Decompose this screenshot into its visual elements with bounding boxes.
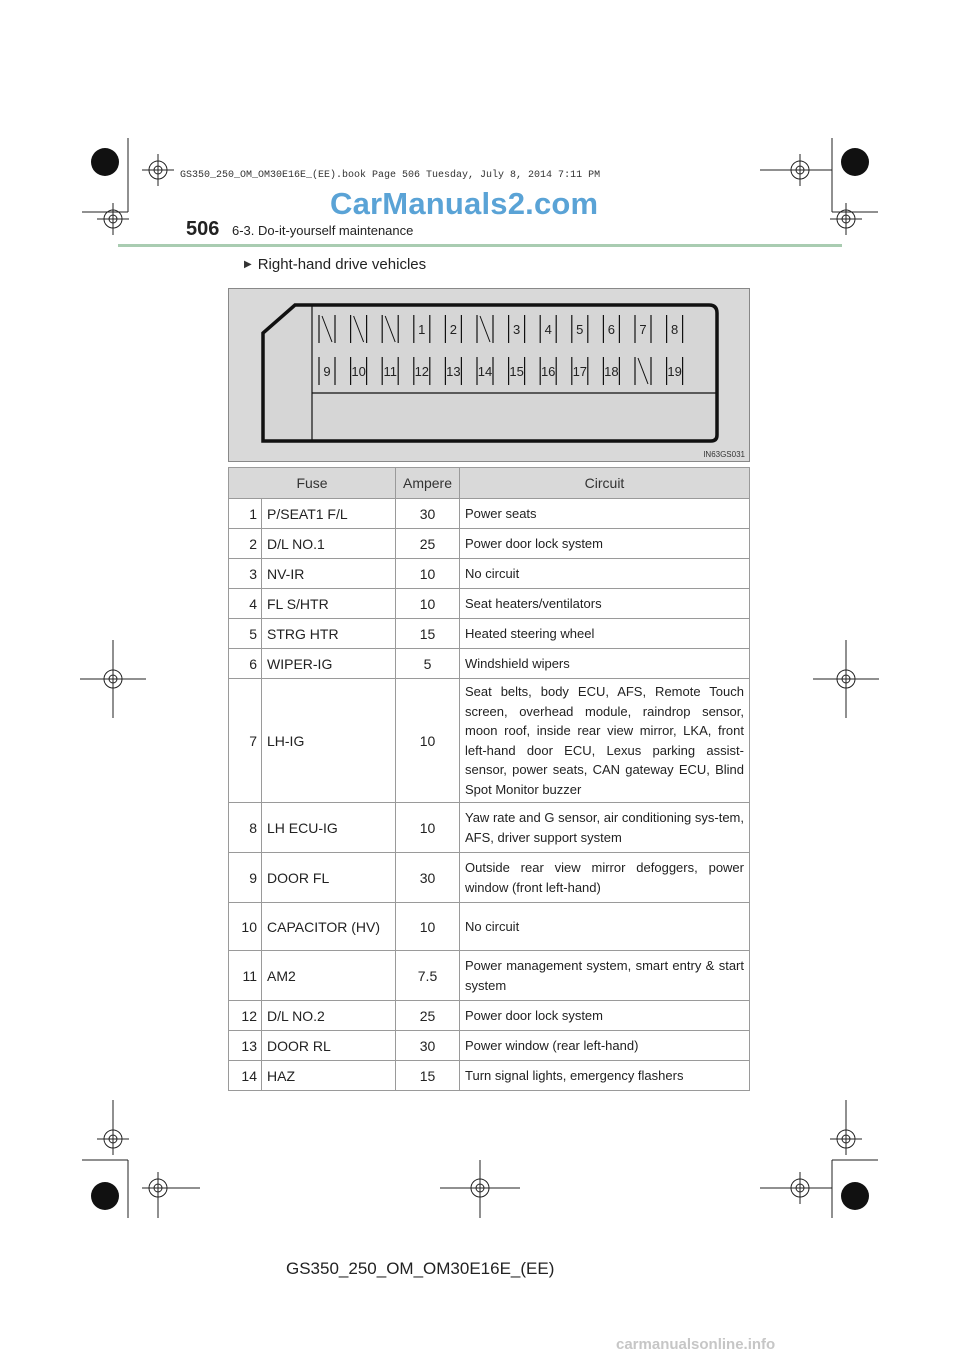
registration-dot-icon (91, 148, 119, 176)
fuse-name: D/L NO.1 (262, 529, 396, 559)
fuse-slot-label: 9 (323, 364, 331, 379)
table-row (229, 853, 750, 903)
fuse-ampere: 10 (396, 679, 460, 803)
fuse-slot-label: 13 (446, 364, 461, 379)
registration-dot-icon (841, 148, 869, 176)
fuse-number: 1 (229, 499, 262, 529)
fuse-circuit: Windshield wipers (460, 649, 750, 679)
fuse-ampere: 25 (396, 529, 460, 559)
fuse-ampere: 30 (396, 853, 460, 903)
watermark-bottom[interactable]: carmanualsonline.info (616, 1336, 776, 1353)
table-row (229, 559, 750, 589)
subheading (244, 256, 426, 273)
fuse-number: 13 (229, 1031, 262, 1061)
fuse-name: DOOR RL (262, 1031, 396, 1061)
fuse-number: 6 (229, 649, 262, 679)
header-circuit: Circuit (460, 468, 750, 499)
table-row (229, 529, 750, 559)
fuse-slot-label: 3 (512, 322, 521, 337)
fuse-number: 8 (229, 803, 262, 853)
crosshair-icon (97, 203, 129, 235)
fuse-name: LH ECU-IG (262, 803, 396, 853)
table-row (229, 589, 750, 619)
fuse-ampere: 10 (396, 559, 460, 589)
fuse-ampere: 25 (396, 1001, 460, 1031)
fuse-number: 11 (229, 951, 262, 1001)
table-row (229, 649, 750, 679)
crosshair-icon (97, 1100, 129, 1155)
fuse-box-drawing (229, 289, 751, 463)
fuse-circuit: Power seats (460, 499, 750, 529)
fuse-ampere: 10 (396, 803, 460, 853)
table-row (229, 499, 750, 529)
fuse-circuit: Seat heaters/ventilators (460, 589, 750, 619)
header-ampere: Ampere (396, 468, 460, 499)
fuse-circuit: Seat belts, body ECU, AFS, Remote Touch screen, overhead module, raindrop sensor, moon roof, inside rear view mirror, LKA, front left-hand door ECU, Lexus parking assist-sensor, power seats, CAN gateway ECU, Blind Spot Monitor buzzer (460, 679, 750, 803)
fuse-circuit: Outside rear view mirror defoggers, power window (front left-hand) (460, 853, 750, 903)
fuse-name: STRG HTR (262, 619, 396, 649)
fuse-name: D/L NO.2 (262, 1001, 396, 1031)
fuse-number: 7 (229, 679, 262, 803)
fuse-circuit: Power door lock system (460, 1001, 750, 1031)
fuse-ampere: 10 (396, 903, 460, 951)
fuse-name: P/SEAT1 F/L (262, 499, 396, 529)
fuse-circuit: Heated steering wheel (460, 619, 750, 649)
section-title: 6-3. Do-it-yourself maintenance (232, 223, 414, 238)
triangle-bullet-icon: ▶ (244, 259, 252, 270)
fuse-number: 3 (229, 559, 262, 589)
fuse-slot-label: 17 (572, 364, 588, 379)
fuse-circuit: No circuit (460, 559, 750, 589)
fuse-number: 2 (229, 529, 262, 559)
fuse-slot-label: 12 (414, 364, 430, 379)
crosshair-icon (142, 154, 174, 186)
crosshair-icon (440, 1160, 520, 1218)
fuse-ampere: 30 (396, 1031, 460, 1061)
fuse-number: 10 (229, 903, 262, 951)
fuse-circuit: Power management system, smart entry & start system (460, 951, 750, 1001)
crosshair-icon (830, 203, 862, 235)
footer-code: GS350_250_OM_OM30E16E_(EE) (286, 1259, 555, 1278)
crosshair-icon (830, 1100, 862, 1155)
fuse-slot-label: 10 (351, 364, 366, 379)
fuse-slot-label: 16 (540, 364, 556, 379)
fuse-circuit: Power door lock system (460, 529, 750, 559)
watermark-logo[interactable]: CarManuals2.com (330, 186, 599, 221)
fuse-name: WIPER-IG (262, 649, 396, 679)
fuse-circuit: Yaw rate and G sensor, air conditioning sys-tem, AFS, driver support system (460, 803, 750, 853)
fuse-number: 14 (229, 1061, 262, 1091)
fuse-number: 5 (229, 619, 262, 649)
fuse-ampere: 15 (396, 1061, 460, 1091)
fuse-slot-label: 8 (670, 322, 679, 337)
fuse-slot-label: 18 (604, 364, 619, 379)
fuse-name: LH-IG (262, 679, 396, 803)
registration-dot-icon (841, 1182, 869, 1210)
fuse-circuit: Turn signal lights, emergency flashers (460, 1061, 750, 1091)
fuse-ampere: 5 (396, 649, 460, 679)
table-row (229, 1001, 750, 1031)
diagram-code: IN63GS031 (703, 450, 745, 459)
fuse-table (228, 467, 750, 1091)
table-row (229, 803, 750, 853)
fuse-slot-label: 15 (509, 364, 524, 379)
fuse-number: 9 (229, 853, 262, 903)
crosshair-icon (813, 640, 879, 718)
fuse-ampere: 15 (396, 619, 460, 649)
fuse-ampere: 7.5 (396, 951, 460, 1001)
table-row (229, 1031, 750, 1061)
fuse-circuit: Power window (rear left-hand) (460, 1031, 750, 1061)
crosshair-icon (80, 640, 146, 718)
fuse-name: FL S/HTR (262, 589, 396, 619)
fuse-slot-label: 19 (667, 364, 682, 379)
registration-dot-icon (91, 1182, 119, 1210)
fuse-number: 4 (229, 589, 262, 619)
fuse-box-diagram (228, 288, 750, 462)
fuse-slot-label: 4 (544, 322, 552, 337)
fuse-name: AM2 (262, 951, 396, 1001)
fuse-name: CAPACITOR (HV) (262, 903, 396, 951)
crosshair-icon (784, 1172, 816, 1204)
fuse-ampere: 30 (396, 499, 460, 529)
header-fuse: Fuse (229, 468, 396, 499)
fuse-name: HAZ (262, 1061, 396, 1091)
fuse-slot-label: 2 (449, 322, 458, 337)
print-header: GS350_250_OM_OM30E16E_(EE).book Page 506 Tuesday, July 8, 2014 7:11 PM (180, 170, 601, 181)
fuse-name: NV-IR (262, 559, 396, 589)
table-row (229, 1061, 750, 1091)
subheading-text: Right-hand drive vehicles (257, 256, 427, 273)
table-row (229, 903, 750, 951)
page-number: 506 (186, 218, 220, 240)
header-rule (118, 244, 842, 247)
fuse-name: DOOR FL (262, 853, 396, 903)
crosshair-icon (142, 1172, 200, 1218)
crosshair-icon (784, 154, 816, 186)
fuse-number: 12 (229, 1001, 262, 1031)
fuse-slot-label: 1 (418, 322, 426, 337)
fuse-slot-label: 5 (576, 322, 584, 337)
fuse-slot-label: 14 (477, 364, 493, 379)
fuse-ampere: 10 (396, 589, 460, 619)
fuse-slot-label: 6 (607, 322, 616, 337)
fuse-slot-label: 11 (383, 364, 397, 379)
fuse-slot-label: 7 (639, 322, 647, 337)
table-row (229, 619, 750, 649)
table-row (229, 679, 750, 803)
table-row (229, 951, 750, 1001)
fuse-circuit: No circuit (460, 903, 750, 951)
